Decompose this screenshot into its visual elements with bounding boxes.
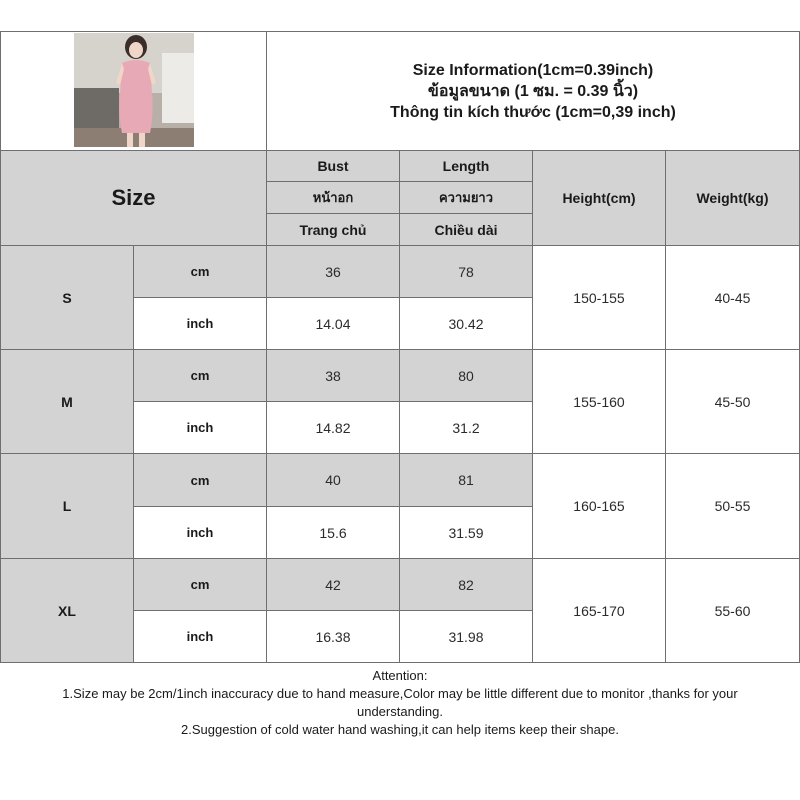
weight-value: 55-60: [665, 558, 800, 663]
bust-inch-value: 14.82: [266, 401, 400, 454]
length-cm-value: 82: [399, 558, 533, 611]
unit-inch: inch: [133, 401, 267, 454]
attention-note-2: 2.Suggestion of cold water hand washing,it can help items keep their shape.: [181, 722, 619, 737]
weight-value: 40-45: [665, 245, 800, 350]
length-header-en: Length: [399, 150, 533, 182]
attention-note-1: 1.Size may be 2cm/1inch inaccuracy due to hand measure,Color may be little different due to monitor ,thanks for your understanding.: [62, 686, 738, 719]
bust-header-en: Bust: [266, 150, 400, 182]
height-value: 150-155: [532, 245, 666, 350]
size-label-m: M: [0, 349, 134, 454]
unit-inch: inch: [133, 297, 267, 350]
unit-inch: inch: [133, 506, 267, 559]
attention-title: Attention:: [372, 668, 428, 683]
unit-cm: cm: [133, 245, 267, 298]
size-column-header: Size: [0, 150, 267, 246]
bust-cm-value: 42: [266, 558, 400, 611]
bust-cm-value: 40: [266, 453, 400, 507]
product-photo: [74, 33, 194, 147]
length-inch-value: 31.59: [399, 506, 533, 559]
bust-header-th: หน้าอก: [266, 181, 400, 214]
unit-inch: inch: [133, 610, 267, 663]
height-value: 155-160: [532, 349, 666, 454]
unit-cm: cm: [133, 349, 267, 402]
bust-cm-value: 36: [266, 245, 400, 298]
size-information-title: [266, 31, 800, 151]
length-inch-value: 31.98: [399, 610, 533, 663]
bust-cm-value: 38: [266, 349, 400, 402]
length-inch-value: 31.2: [399, 401, 533, 454]
length-cm-value: 81: [399, 453, 533, 507]
length-header-vi: Chiều dài: [399, 213, 533, 246]
attention-notes: [0, 662, 800, 800]
length-cm-value: 80: [399, 349, 533, 402]
height-header: Height(cm): [532, 150, 666, 246]
height-value: 165-170: [532, 558, 666, 663]
bust-inch-value: 14.04: [266, 297, 400, 350]
length-inch-value: 30.42: [399, 297, 533, 350]
title-vietnamese: Thông tin kích thước (1cm=0,39 inch): [390, 103, 676, 121]
length-header-th: ความยาว: [399, 181, 533, 214]
size-label-l: L: [0, 453, 134, 559]
weight-value: 50-55: [665, 453, 800, 559]
unit-cm: cm: [133, 453, 267, 507]
length-cm-value: 78: [399, 245, 533, 298]
height-value: 160-165: [532, 453, 666, 559]
unit-cm: cm: [133, 558, 267, 611]
weight-header: Weight(kg): [665, 150, 800, 246]
bust-inch-value: 16.38: [266, 610, 400, 663]
bust-header-vi: Trang chủ: [266, 213, 400, 246]
bust-inch-value: 15.6: [266, 506, 400, 559]
title-thai: ข้อมูลขนาด (1 ซม. = 0.39 นิ้ว): [427, 82, 639, 100]
size-label-xl: XL: [0, 558, 134, 663]
weight-value: 45-50: [665, 349, 800, 454]
size-label-s: S: [0, 245, 134, 350]
title-english: Size Information(1cm=0.39inch): [412, 61, 654, 79]
